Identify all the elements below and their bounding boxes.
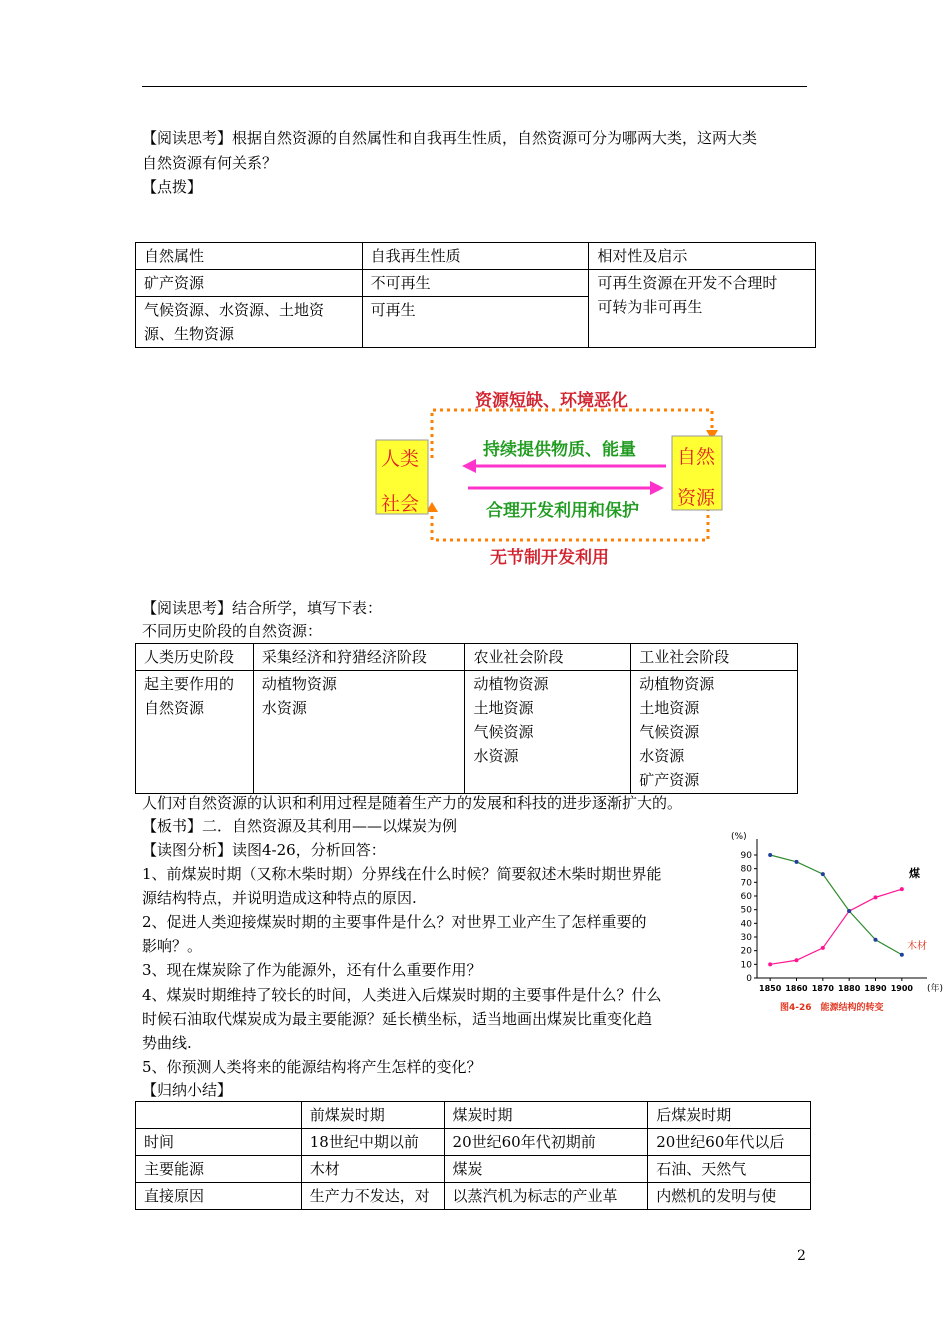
question-4b: 时候石油取代煤炭成为最主要能源？延长横坐标，适当地画出煤炭比重变化趋 <box>142 1010 653 1028</box>
summary-sentence: 人们对自然资源的认识和利用过程是随着生产力的发展和科技的进步逐渐扩大的。 <box>142 794 683 812</box>
table-2-caption: 不同历史阶段的自然资源： <box>142 622 323 640</box>
board-heading: 【板书】二．自然资源及其利用——以煤炭为例 <box>142 817 458 835</box>
x-tick-label: 1900 <box>890 984 913 993</box>
data-point <box>900 953 904 957</box>
data-point <box>874 938 878 942</box>
table-cell: 矿产资源 <box>136 270 363 297</box>
y-tick-label: 50 <box>740 905 752 916</box>
supply-arrowhead <box>462 459 476 473</box>
question-1b: 源结构特点，并说明造成这种特点的原因. <box>142 889 417 907</box>
natural-resource-label-1: 自然 <box>677 446 716 468</box>
x-tick-label: 1860 <box>785 984 808 993</box>
header-rule <box>142 86 807 87</box>
data-point <box>821 872 825 876</box>
table-cell <box>136 671 254 794</box>
table-cell: 可再生 <box>362 297 589 348</box>
table-cell: 主要能源 <box>136 1156 302 1183</box>
table-header-cell: 工业社会阶段 <box>631 644 798 671</box>
human-society-label-2: 社会 <box>381 493 420 515</box>
table-cell <box>589 270 816 348</box>
y-tick-label: 90 <box>740 851 752 861</box>
data-point <box>795 860 799 864</box>
table-cell-line: 起主要作用的 <box>144 675 235 693</box>
table-cell: 20世纪60年代以后 <box>648 1129 811 1156</box>
table-cell-line: 气候资源、水资源、土地资 <box>144 301 325 319</box>
table-cell-line: 水资源 <box>639 747 685 765</box>
table-cell: 不可再生 <box>362 270 589 297</box>
series-label: 煤 <box>909 867 920 881</box>
supply-arrow-label: 持续提供物质、能量 <box>483 440 636 460</box>
protect-arrowhead <box>650 481 664 495</box>
question-3: 3、现在煤炭除了作为能源外，还有什么重要作用？ <box>142 961 482 979</box>
table-cell <box>253 671 465 794</box>
question-1-line-1: 【阅读思考】根据自然资源的自然属性和自我再生性质，自然资源可分为哪两大类，这两大类 <box>142 129 758 147</box>
data-point <box>768 853 772 857</box>
question-2b: 影响？。 <box>142 937 203 955</box>
history-stage-table <box>135 643 798 794</box>
table-cell: 时间 <box>136 1129 302 1156</box>
table-header-cell: 相对性及启示 <box>589 243 816 270</box>
table-header-cell <box>136 1102 302 1129</box>
resource-attribute-table <box>135 242 816 348</box>
table-cell-line: 水资源 <box>473 747 519 765</box>
hint-heading: 【点拨】 <box>142 178 203 196</box>
y-tick-label: 20 <box>740 946 752 957</box>
data-point <box>900 887 904 891</box>
table-cell: 直接原因 <box>136 1183 302 1210</box>
table-header-cell: 采集经济和狩猎经济阶段 <box>253 644 465 671</box>
natural-resource-label-2: 资源 <box>677 487 716 509</box>
table-header-cell: 人类历史阶段 <box>136 644 254 671</box>
table-cell-line: 土地资源 <box>639 699 700 717</box>
table-cell: 18世纪中期以前 <box>301 1129 444 1156</box>
series-line <box>770 889 902 964</box>
question-4a: 4、煤炭时期维持了较长的时间，人类进入后煤炭时期的主要事件是什么？什么 <box>142 986 662 1004</box>
x-tick-label: 1890 <box>864 984 887 993</box>
table-row <box>136 1156 811 1183</box>
x-axis-label: (年) <box>927 984 944 994</box>
y-tick-label: 0 <box>746 974 752 984</box>
question-4c: 势曲线. <box>142 1034 192 1052</box>
question-1a: 1、前煤炭时期（又称木柴时期）分界线在什么时候？简要叙述木柴时期世界能 <box>142 865 662 883</box>
table-cell <box>136 297 363 348</box>
y-tick-label: 30 <box>740 933 752 943</box>
y-axis-label: (%) <box>731 832 747 842</box>
table-header-cell: 前煤炭时期 <box>301 1102 444 1129</box>
series-line <box>770 855 902 955</box>
y-tick-label: 70 <box>740 878 752 889</box>
question-2-line: 【阅读思考】结合所学，填写下表： <box>142 599 383 617</box>
table-cell-line: 源、生物资源 <box>144 325 235 343</box>
table-cell: 生产力不发达，对 <box>301 1183 444 1210</box>
human-society-label-1: 人类 <box>381 448 420 470</box>
summary-title: 【归纳小结】 <box>142 1081 233 1099</box>
chart-title: 图4-26 能源结构的转变 <box>780 1003 884 1013</box>
y-tick-label: 60 <box>740 892 752 902</box>
data-point <box>768 962 772 966</box>
table-cell-line: 水资源 <box>261 699 307 717</box>
table-cell <box>465 671 631 794</box>
x-tick-label: 1880 <box>838 984 861 993</box>
data-point <box>874 895 878 899</box>
table-cell: 20世纪60年代初期前 <box>444 1129 648 1156</box>
table-cell-line: 气候资源 <box>639 723 700 741</box>
table-cell-line: 可转为非可再生 <box>597 298 703 316</box>
table-cell <box>631 671 798 794</box>
table-cell-line: 气候资源 <box>473 723 534 741</box>
table-row <box>136 1129 811 1156</box>
table-cell: 内燃机的发明与使 <box>648 1183 811 1210</box>
table-cell: 煤炭 <box>444 1156 648 1183</box>
table-row <box>136 243 816 270</box>
table-row <box>136 1102 811 1129</box>
table-cell-line: 动植物资源 <box>473 675 549 693</box>
data-point <box>847 909 851 913</box>
y-tick-label: 40 <box>740 919 752 930</box>
table-cell-line: 动植物资源 <box>261 675 337 693</box>
y-tick-label: 10 <box>740 960 752 971</box>
table-header-cell: 自然属性 <box>136 243 363 270</box>
table-cell-line: 自然资源 <box>144 699 205 717</box>
x-tick-label: 1870 <box>811 984 834 993</box>
table-row <box>136 1183 811 1210</box>
table-cell: 木材 <box>301 1156 444 1183</box>
series-label: 木材 <box>907 940 927 952</box>
table-cell-line: 矿产资源 <box>639 771 700 789</box>
x-tick-label: 1850 <box>759 984 782 993</box>
bottom-loop-label: 无节制开发利用 <box>490 548 609 568</box>
table-header-cell: 后煤炭时期 <box>648 1102 811 1129</box>
table-cell: 以蒸汽机为标志的产业革 <box>444 1183 648 1210</box>
table-header-cell: 自我再生性质 <box>362 243 589 270</box>
read-figure-heading: 【读图分析】读图4-26，分析回答： <box>142 841 386 859</box>
table-row <box>136 644 798 671</box>
question-2a: 2、促进人类迎接煤炭时期的主要事件是什么？对世界工业产生了怎样重要的 <box>142 913 647 931</box>
y-tick-label: 80 <box>740 864 752 875</box>
table-row <box>136 671 798 794</box>
table-cell-line: 动植物资源 <box>639 675 715 693</box>
table-cell-line: 土地资源 <box>473 699 534 717</box>
question-1-line-2: 自然资源有何关系？ <box>142 154 278 172</box>
data-point <box>795 958 799 962</box>
data-point <box>821 946 825 950</box>
table-cell: 石油、天然气 <box>648 1156 811 1183</box>
protect-arrow-label: 合理开发利用和保护 <box>486 501 639 521</box>
page-number: 2 <box>797 1248 806 1264</box>
table-cell-line: 可再生资源在开发不合理时 <box>597 274 778 292</box>
top-loop-label: 资源短缺、环境恶化 <box>475 391 628 411</box>
table-header-cell: 农业社会阶段 <box>465 644 631 671</box>
table-row <box>136 270 816 297</box>
question-5: 5、你预测人类将来的能源结构将产生怎样的变化？ <box>142 1058 482 1076</box>
table-header-cell: 煤炭时期 <box>444 1102 648 1129</box>
summary-table <box>135 1101 811 1210</box>
energy-structure-chart <box>725 828 950 1020</box>
